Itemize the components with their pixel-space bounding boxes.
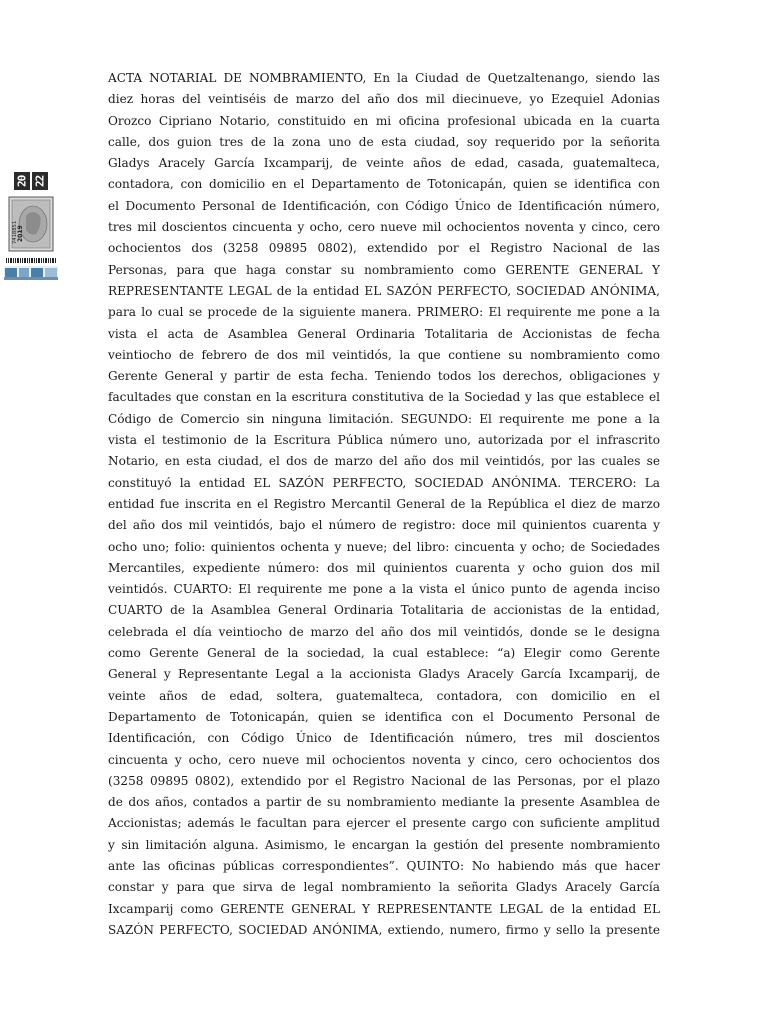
text-line: cincuenta y ocho, cero nueve mil ochocientos noventa y cinco, cero ochocientos dos bbox=[108, 752, 660, 767]
text-line: Identificación, con Código Único de Identificación número, tres mil doscientos bbox=[108, 731, 660, 746]
text-line: tres mil doscientos cincuenta y ocho, cero nueve mil ochocientos noventa y cinco, cero bbox=[108, 220, 660, 235]
stamp-year bbox=[14, 172, 48, 190]
seal-year: 2019 bbox=[17, 225, 24, 242]
text-line: constar y para que sirva de legal nombramiento la señorita Gladys Aracely García bbox=[108, 880, 660, 895]
text-line: General y Representante Legal a la accionista Gladys Aracely García Ixcamparij, de bbox=[108, 667, 660, 682]
text-line: para lo cual se procede de la siguiente manera. PRIMERO: El requirente me pone a la bbox=[108, 305, 660, 320]
text-line: (3258 09895 0802), extendido por el Registro Nacional de las Personas, por el plazo bbox=[108, 773, 660, 788]
text-line: calle, dos guion tres de la zona uno de esta ciudad, soy requerido por la señorita bbox=[108, 134, 660, 149]
text-line: Accionistas; además le facultan para ejercer el presente cargo con suficiente amplitud bbox=[108, 816, 660, 831]
text-line: como Gerente General de la sociedad, la cual establece: “a) Elegir como Gerente bbox=[108, 646, 660, 661]
text-line: diez horas del veintiséis de marzo del año dos mil diecinueve, yo Ezequiel Adonias bbox=[108, 92, 660, 107]
text-line: ante las oficinas públicas correspondientes”. QUINTO: No habiendo más que hacer bbox=[108, 858, 660, 873]
text-line: REPRESENTANTE LEGAL de la entidad EL SAZÓN PERFECTO, SOCIEDAD ANÓNIMA, bbox=[108, 283, 660, 298]
text-line: del año dos mil veintidós, bajo el número de registro: doce mil quinientos cuarenta y bbox=[108, 518, 660, 533]
text-line: ACTA NOTARIAL DE NOMBRAMIENTO, En la Ciudad de Quetzaltenango, siendo las bbox=[108, 71, 660, 85]
text-line: Gladys Aracely García Ixcamparij, de veinte años de edad, casada, guatemalteca, bbox=[108, 156, 660, 171]
text-line: entidad fue inscrita en el Registro Mercantil General de la República el diez de marzo bbox=[108, 496, 660, 511]
notarial-act-text bbox=[108, 68, 660, 941]
text-line: veintidós. CUARTO: El requirente me pone a la vista el único punto de agenda inciso bbox=[108, 582, 660, 597]
text-line: Mercantiles, expediente número: dos mil quinientos cuarenta y ocho guion dos mil bbox=[108, 560, 660, 575]
text-line: ochocientos dos (3258 09895 0802), extendido por el Registro Nacional de las bbox=[108, 241, 660, 256]
text-line: contadora, con domicilio en el Departamento de Totonicapán, quien se identifica con bbox=[108, 177, 660, 192]
text-line: Notario, en esta ciudad, el dos de marzo del año dos mil veintidós, por las cuales se bbox=[108, 454, 660, 469]
text-line: CUARTO de la Asamblea General Ordinaria Totalitaria de accionistas de la entidad, bbox=[108, 603, 660, 618]
text-line: Ixcamparij como GERENTE GENERAL Y REPRESENTANTE LEGAL de la entidad EL bbox=[108, 901, 660, 916]
text-line: Departamento de Totonicapán, quien se identifica con el Documento Personal de bbox=[108, 709, 660, 724]
text-line: Gerente General y partir de esta fecha. Teniendo todos los derechos, obligaciones y bbox=[108, 369, 660, 384]
text-line: celebrada el día veintiocho de marzo del año dos mil veintidós, donde se le designa bbox=[108, 624, 660, 639]
text-line: constituyó la entidad EL SAZÓN PERFECTO, SOCIEDAD ANÓNIMA. TERCERO: La bbox=[108, 475, 660, 490]
text-line: SAZÓN PERFECTO, SOCIEDAD ANÓNIMA, extiendo, numero, firmo y sello la presente bbox=[108, 922, 660, 937]
text-line: Código de Comercio sin ninguna limitación. SEGUNDO: El requirente me pone a la bbox=[108, 411, 660, 426]
text-line: vista el acta de Asamblea General Ordinaria Totalitaria de Accionistas de fecha bbox=[108, 326, 660, 341]
stamp-year-top: 20 bbox=[14, 172, 30, 190]
stamp-year-bottom: 22 bbox=[32, 172, 48, 190]
text-line: el Documento Personal de Identificación, con Código Único de Identificación número, bbox=[108, 198, 660, 213]
text-line: ocho uno; folio: quinientos ochenta y nueve; del libro: cincuenta y ocho; de Sociedades bbox=[108, 539, 660, 554]
seal-number: 7418851 bbox=[12, 220, 18, 244]
text-line: veintiocho de febrero de dos mil veintidós, la que contiene su nombramiento como bbox=[108, 347, 660, 362]
text-line: facultades que constan en la escritura constitutiva de la Sociedad y las que establece el bbox=[108, 390, 660, 405]
text-line: veinte años de edad, soltera, guatemalteca, contadora, con domicilio en el bbox=[108, 688, 660, 703]
text-line: de dos años, contados a partir de su nombramiento mediante la presente Asamblea de bbox=[108, 795, 660, 810]
stamp-strip-icon bbox=[4, 266, 58, 280]
fiscal-stamp bbox=[4, 172, 56, 282]
barcode-icon bbox=[6, 258, 56, 263]
text-line: y sin limitación alguna. Asimismo, le encargan la gestión del presente nombramiento bbox=[108, 837, 660, 852]
text-line: Personas, para que haga constar su nombramiento como GERENTE GENERAL Y bbox=[108, 262, 660, 277]
text-line: Orozco Cipriano Notario, constituido en mi oficina profesional ubicada en la cuarta bbox=[108, 113, 660, 128]
seal-icon bbox=[8, 196, 54, 252]
text-line: vista el testimonio de la Escritura Pública número uno, autorizada por el infrascrito bbox=[108, 433, 660, 448]
